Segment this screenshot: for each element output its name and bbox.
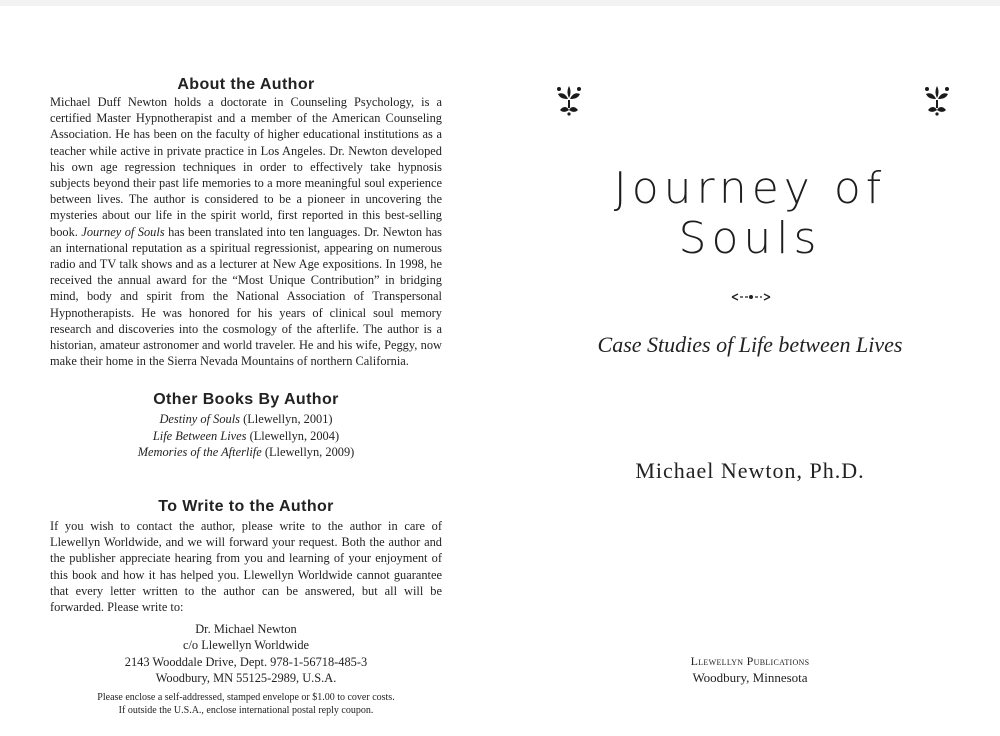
book-spread <box>0 6 1000 736</box>
book-title <box>548 164 952 264</box>
note-line: Please enclose a self-addressed, stamped envelope or $1.00 to cover costs. <box>97 692 395 704</box>
note-line: If outside the U.S.A., enclose international postal reply coupon. <box>118 704 374 716</box>
about-text-2: has been translated into ten languages. Dr. Newton has an international reputation as a spiritual regressionist, appearing on numerous radio and TV talk shows and as a lecturer at New Age expositions. In 1998, he received the annual award for the “Most Unique Contribution” in bridging mind, body and spirit from the National Association of Transpersonal Hypnotherapists. He was honored for his years of clinical soul memory research and discoveries into the cosmology of the afterlife. The author is a historian, amateur astronomer and world traveler. He and his wife, Peggy, now make their home in the Sierra Nevada Mountains of northern California. <box>50 224 442 369</box>
title-line: Souls <box>678 213 822 264</box>
address-line: c/o Llewellyn Worldwide <box>182 638 310 653</box>
title-line: Journey of <box>613 163 887 214</box>
address-line: 2143 Wooddale Drive, Dept. 978-1-56718-485-3 <box>124 654 368 669</box>
author-name: Michael Newton, Ph.D. <box>635 458 865 483</box>
book-item: Memories of the Afterlife (Llewellyn, 2009) <box>137 444 355 459</box>
postage-note <box>50 692 442 717</box>
other-books-heading: Other Books By Author <box>153 391 339 409</box>
other-books-list <box>50 411 442 460</box>
book-item: Life Between Lives (Llewellyn, 2004) <box>152 428 340 443</box>
publisher-name: Llewellyn Publications <box>690 654 810 668</box>
book-subtitle: Case Studies of Life between Lives <box>597 332 903 357</box>
mailing-address <box>50 621 442 686</box>
write-paragraph: If you wish to contact the author, please write to the author in care of Llewellyn Worldwide, and we will forward your request. Both the author and the publisher appreciate hearing from you and learning of your enjoyment of this book and how it has helped you. Llewellyn Worldwide cannot guarantee that every letter written to the author can be answered, but all will be forwarded. Please write to: <box>50 519 442 615</box>
address-line: Dr. Michael Newton <box>195 622 297 637</box>
publisher-city: Woodbury, Minnesota <box>692 670 808 685</box>
book-item: Destiny of Souls (Llewellyn, 2001) <box>159 412 333 427</box>
write-heading: To Write to the Author <box>158 498 334 516</box>
about-heading: About the Author <box>177 76 315 93</box>
about-text-1: Michael Duff Newton holds a doctorate in Counseling Psychology, is a certified Master Hypnotherapist and a member of the American Counseling Association. He has been on the faculty of higher educational institutions as a teacher while active in private practice in Los Angeles. Dr. Newton developed his own age regression techniques in order to effectively take hypnosis subjects beyond their past life memories to a more meaningful soul experience between lives. The author is considered to be a pioneer in uncovering the mysteries about our life in the spirit world, first reported in this best-selling book. <box>50 95 442 239</box>
fleuron-divider-icon <box>730 291 772 303</box>
about-book-title: Journey of Souls <box>81 224 165 239</box>
about-paragraph <box>50 94 442 369</box>
floral-ornament-icon <box>554 84 584 116</box>
floral-ornament-icon <box>922 84 952 116</box>
address-line: Woodbury, MN 55125-2989, U.S.A. <box>155 670 337 685</box>
left-page <box>50 6 442 717</box>
